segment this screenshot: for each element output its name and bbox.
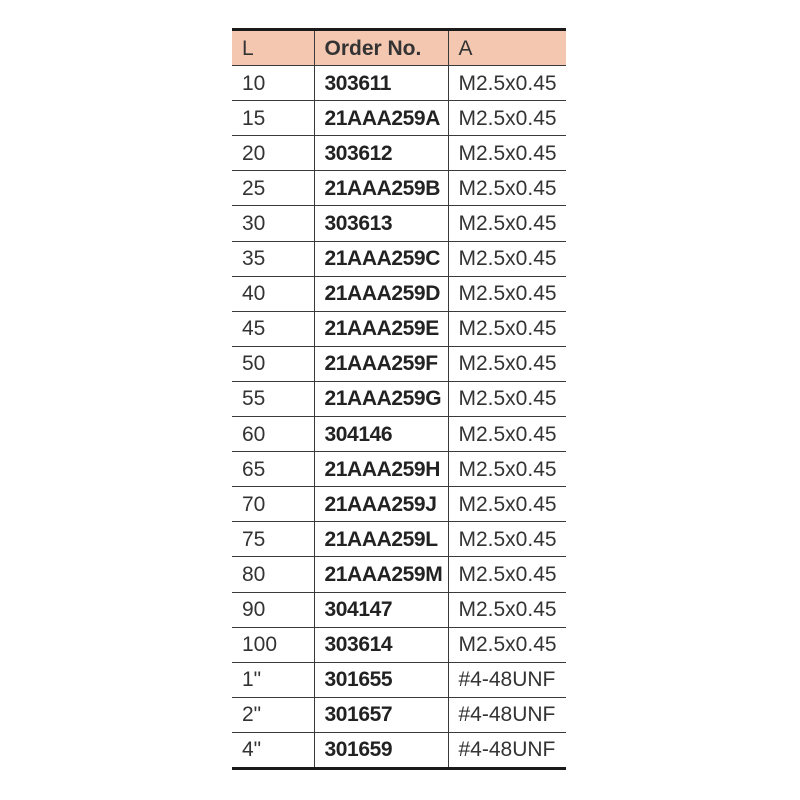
table-row xyxy=(232,171,566,206)
length-cell: 65 xyxy=(232,452,314,487)
thread-cell: M2.5x0.45 xyxy=(448,171,566,206)
length-cell: 35 xyxy=(232,241,314,276)
length-cell: 90 xyxy=(232,592,314,627)
order-no-cell: 21AAA259M xyxy=(314,557,448,592)
table-row xyxy=(232,101,566,136)
order-no-cell: 21AAA259C xyxy=(314,241,448,276)
order-no-cell: 301659 xyxy=(314,732,448,768)
length-cell: 30 xyxy=(232,206,314,241)
thread-cell: M2.5x0.45 xyxy=(448,206,566,241)
table-row xyxy=(232,662,566,697)
thread-cell: #4-48UNF xyxy=(448,732,566,768)
table-row xyxy=(232,241,566,276)
thread-cell: M2.5x0.45 xyxy=(448,346,566,381)
length-cell: 15 xyxy=(232,101,314,136)
thread-cell: M2.5x0.45 xyxy=(448,241,566,276)
length-cell: 10 xyxy=(232,66,314,101)
order-no-cell: 21AAA259D xyxy=(314,276,448,311)
order-no-cell: 21AAA259G xyxy=(314,381,448,416)
order-no-cell: 304147 xyxy=(314,592,448,627)
table-row xyxy=(232,276,566,311)
order-no-cell: 21AAA259L xyxy=(314,522,448,557)
length-cell: 4" xyxy=(242,738,262,762)
thread-cell: M2.5x0.45 xyxy=(448,311,566,346)
table-row xyxy=(232,346,566,381)
order-no-cell: 21AAA259H xyxy=(314,452,448,487)
header-order-no: Order No. xyxy=(314,30,448,66)
order-no-cell: 21AAA259B xyxy=(314,171,448,206)
order-no-cell: 21AAA259F xyxy=(314,346,448,381)
order-no-cell: 21AAA259J xyxy=(314,487,448,522)
table-row xyxy=(232,206,566,241)
table-row xyxy=(232,452,566,487)
table-row xyxy=(232,697,566,732)
length-cell: 40 xyxy=(232,276,314,311)
thread-cell: M2.5x0.45 xyxy=(448,592,566,627)
header-thread: A xyxy=(448,30,566,66)
thread-cell: M2.5x0.45 xyxy=(448,452,566,487)
order-no-cell: 301657 xyxy=(314,697,448,732)
table-row xyxy=(232,557,566,592)
thread-cell: M2.5x0.45 xyxy=(448,101,566,136)
thread-cell: M2.5x0.45 xyxy=(448,487,566,522)
header-length: L xyxy=(232,30,314,66)
length-cell: 45 xyxy=(232,311,314,346)
length-cell: 25 xyxy=(232,171,314,206)
length-cell: 55 xyxy=(232,381,314,416)
length-cell: 75 xyxy=(232,522,314,557)
order-no-cell: 301655 xyxy=(314,662,448,697)
length-cell: 50 xyxy=(232,346,314,381)
thread-cell: M2.5x0.45 xyxy=(448,557,566,592)
length-cell: 80 xyxy=(232,557,314,592)
table-row xyxy=(232,311,566,346)
order-no-cell: 303612 xyxy=(314,136,448,171)
order-no-cell: 304146 xyxy=(314,417,448,452)
thread-cell: M2.5x0.45 xyxy=(448,136,566,171)
length-cell: 2" xyxy=(232,697,314,732)
thread-cell: M2.5x0.45 xyxy=(448,66,566,101)
thread-cell: #4-48UNF xyxy=(448,697,566,732)
spec-table xyxy=(232,28,566,770)
table-row xyxy=(232,66,566,101)
thread-cell: M2.5x0.45 xyxy=(448,522,566,557)
length-cell: 60 xyxy=(232,417,314,452)
table-body xyxy=(232,66,566,769)
order-no-cell: 21AAA259E xyxy=(314,311,448,346)
table-row xyxy=(232,487,566,522)
thread-cell: M2.5x0.45 xyxy=(448,381,566,416)
order-no-cell: 303613 xyxy=(314,206,448,241)
thread-cell: M2.5x0.45 xyxy=(448,627,566,662)
length-cell: 20 xyxy=(232,136,314,171)
table-row xyxy=(232,136,566,171)
table-row xyxy=(232,522,566,557)
table-header xyxy=(232,30,566,66)
table-row xyxy=(232,627,566,662)
table-row xyxy=(232,417,566,452)
length-cell: 70 xyxy=(232,487,314,522)
order-no-cell: 303614 xyxy=(314,627,448,662)
table-row xyxy=(232,381,566,416)
thread-cell: M2.5x0.45 xyxy=(448,417,566,452)
thread-cell: M2.5x0.45 xyxy=(448,276,566,311)
table-row xyxy=(232,592,566,627)
table-row xyxy=(232,732,566,768)
header-row xyxy=(232,30,566,66)
thread-cell: #4-48UNF xyxy=(448,662,566,697)
order-no-cell: 21AAA259A xyxy=(314,101,448,136)
length-cell: 100 xyxy=(232,627,314,662)
order-no-cell: 303611 xyxy=(314,66,448,101)
length-cell: 1" xyxy=(232,662,314,697)
